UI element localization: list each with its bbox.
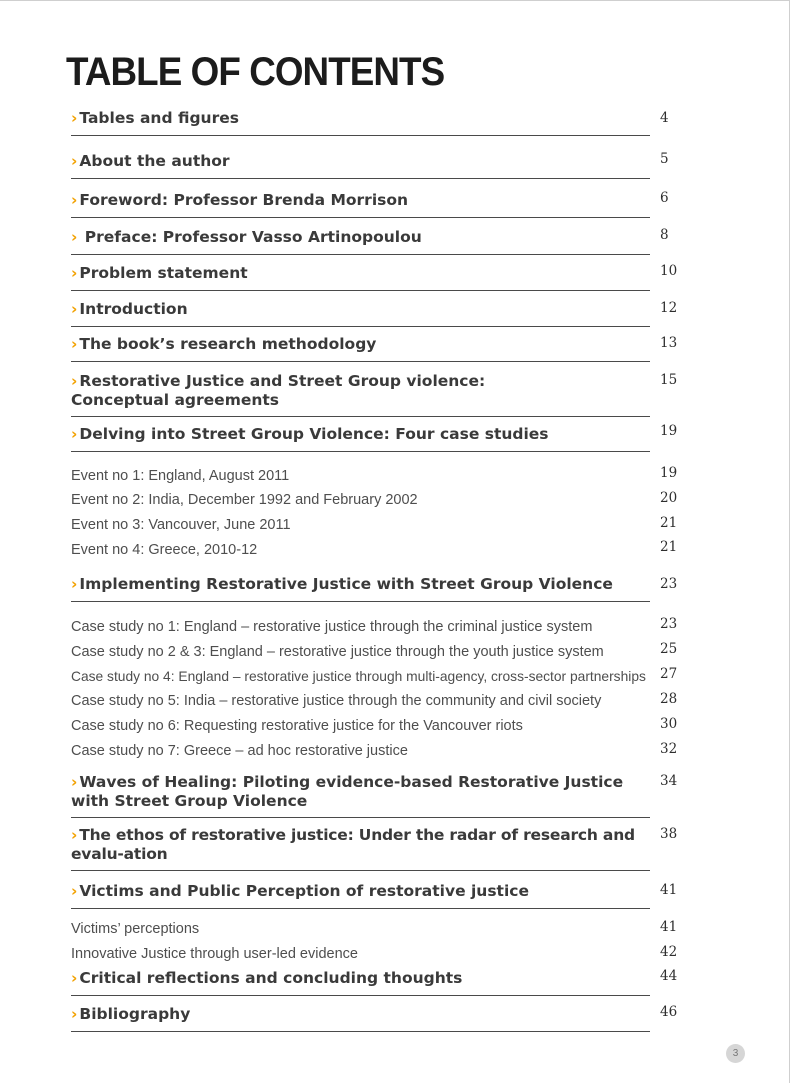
toc-page-number: 12 — [660, 300, 678, 316]
toc-entry-problem-statement[interactable] — [71, 264, 650, 291]
toc-entry-label: Victims and Public Perception of restorative justice — [79, 882, 529, 900]
toc-page-number: 21 — [660, 539, 678, 555]
chevron-right-icon: › — [71, 1005, 78, 1023]
toc-entry-label: Case study no 5: India – restorative justice through the community and civil society — [71, 693, 602, 709]
toc-page-number: 23 — [660, 576, 678, 592]
toc-page-number: 27 — [660, 666, 678, 682]
page-number-badge: 3 — [726, 1044, 745, 1063]
toc-page-number: 8 — [660, 227, 669, 243]
toc-page-number: 25 — [660, 641, 678, 657]
chevron-right-icon: › — [71, 109, 78, 127]
toc-entry-tables-and-figures[interactable] — [71, 109, 650, 136]
toc-entry-waves-of-healing[interactable] — [71, 773, 650, 818]
toc-entry-label: Victims’ perceptions — [71, 921, 200, 937]
chevron-right-icon: › — [71, 335, 78, 353]
toc-entry-label: Case study no 7: Greece – ad hoc restorative justice — [71, 743, 408, 759]
toc-entry-label: Tables and figures — [79, 109, 239, 127]
toc-entry-ethos-of-restorative-justice[interactable] — [71, 826, 650, 871]
toc-page-number: 41 — [660, 919, 678, 935]
toc-page-number: 20 — [660, 490, 678, 506]
chevron-right-icon: › — [71, 882, 78, 900]
toc-entry-label: Case study no 1: England – restorative justice through the criminal justice system — [71, 619, 593, 635]
toc-entry-about-the-author[interactable] — [71, 152, 650, 179]
toc-subentry-case-study-7[interactable] — [71, 742, 671, 760]
toc-page-number: 13 — [660, 335, 678, 351]
toc-page-number: 44 — [660, 968, 678, 984]
toc-entry-label: Restorative Justice and Street Group violence: Conceptual agreements — [71, 372, 486, 409]
toc-entry-label: Case study no 4: England – restorative justice through multi-agency, cross-sector partnerships — [71, 669, 646, 684]
toc-entry-label: The book’s research methodology — [79, 335, 377, 353]
toc-page-number: 19 — [660, 423, 678, 439]
chevron-right-icon: › — [71, 372, 78, 390]
toc-page-number: 38 — [660, 826, 678, 842]
toc-entry-label: Preface: Professor Vasso Artinopoulou — [79, 228, 422, 246]
toc-page-number: 28 — [660, 691, 678, 707]
chevron-right-icon: › — [71, 152, 78, 170]
toc-entry-label: Case study no 6: Requesting restorative justice for the Vancouver riots — [71, 718, 523, 734]
toc-entry-introduction[interactable] — [71, 300, 650, 327]
toc-entry-label: About the author — [79, 152, 230, 170]
toc-page-number: 41 — [660, 882, 678, 898]
toc-subentry-event-3[interactable] — [71, 516, 671, 534]
toc-entry-conceptual-agreements[interactable] — [71, 372, 650, 417]
toc-subentry-case-study-6[interactable] — [71, 717, 671, 735]
toc-entry-label: Event no 1: England, August 2011 — [71, 468, 290, 484]
toc-subentry-case-study-2-3[interactable] — [71, 643, 671, 661]
toc-page-number: 15 — [660, 372, 678, 388]
chevron-right-icon: › — [71, 300, 78, 318]
toc-entry-label: Event no 4: Greece, 2010-12 — [71, 542, 258, 558]
chevron-right-icon: › — [71, 773, 78, 791]
toc-subentry-event-4[interactable] — [71, 541, 671, 559]
toc-entry-label: Event no 2: India, December 1992 and February 2002 — [71, 492, 418, 508]
toc-entry-research-methodology[interactable] — [71, 335, 650, 362]
toc-page-number: 30 — [660, 716, 678, 732]
page-title: TABLE OF CONTENTS — [66, 50, 445, 94]
chevron-right-icon: › — [71, 575, 78, 593]
toc-entry-label: Critical reflections and concluding thoughts — [79, 969, 463, 987]
toc-subentry-case-study-4[interactable] — [71, 668, 671, 686]
toc-page-number: 32 — [660, 741, 678, 757]
chevron-right-icon: › — [71, 425, 78, 443]
toc-page-number: 46 — [660, 1004, 678, 1020]
toc-entry-preface[interactable] — [71, 228, 650, 255]
toc-entry-label: Foreword: Professor Brenda Morrison — [79, 191, 409, 209]
toc-entry-label: Problem statement — [79, 264, 248, 282]
toc-entry-label: The ethos of restorative justice: Under the radar of research and evalu-ation — [71, 826, 635, 863]
toc-page-number: 19 — [660, 465, 678, 481]
toc-page-number: 42 — [660, 944, 678, 960]
toc-page-number: 34 — [660, 773, 678, 789]
toc-page-number: 4 — [660, 110, 669, 126]
toc-entry-label: Innovative Justice through user-led evidence — [71, 946, 358, 962]
chevron-right-icon: › — [71, 826, 78, 844]
toc-entry-label: Event no 3: Vancouver, June 2011 — [71, 517, 291, 533]
toc-subentry-event-1[interactable] — [71, 467, 671, 485]
toc-entry-label: Waves of Healing: Piloting evidence-based Restorative Justice with Street Group Violence — [71, 773, 624, 810]
toc-entry-foreword[interactable] — [71, 191, 650, 218]
toc-page-number: 6 — [660, 190, 669, 206]
chevron-right-icon: › — [71, 969, 78, 987]
toc-entry-label: Case study no 2 & 3: England – restorative justice through the youth justice system — [71, 644, 604, 660]
toc-subentry-innovative-justice[interactable] — [71, 945, 671, 963]
toc-entry-label: Delving into Street Group Violence: Four case studies — [79, 425, 549, 443]
toc-entry-implementing-restorative-justice[interactable] — [71, 575, 650, 602]
toc-page-number: 23 — [660, 616, 678, 632]
toc-page-number: 21 — [660, 515, 678, 531]
toc-subentry-event-2[interactable] — [71, 491, 671, 509]
toc-entry-label: Introduction — [79, 300, 188, 318]
toc-subentry-case-study-1[interactable] — [71, 618, 671, 636]
toc-entry-label: Implementing Restorative Justice with Street Group Violence — [79, 575, 613, 593]
toc-entry-label: Bibliography — [79, 1005, 191, 1023]
toc-subentry-victims-perceptions[interactable] — [71, 920, 671, 938]
chevron-right-icon: › — [71, 191, 78, 209]
chevron-right-icon: › — [71, 228, 78, 246]
toc-page-number: 10 — [660, 263, 678, 279]
toc-entry-bibliography[interactable] — [71, 1005, 650, 1032]
toc-subentry-case-study-5[interactable] — [71, 692, 671, 710]
chevron-right-icon: › — [71, 264, 78, 282]
toc-entry-victims-and-public-perception[interactable] — [71, 882, 650, 909]
toc-page-number: 5 — [660, 151, 669, 167]
toc-entry-critical-reflections[interactable] — [71, 969, 650, 996]
toc-entry-four-case-studies[interactable] — [71, 425, 650, 452]
